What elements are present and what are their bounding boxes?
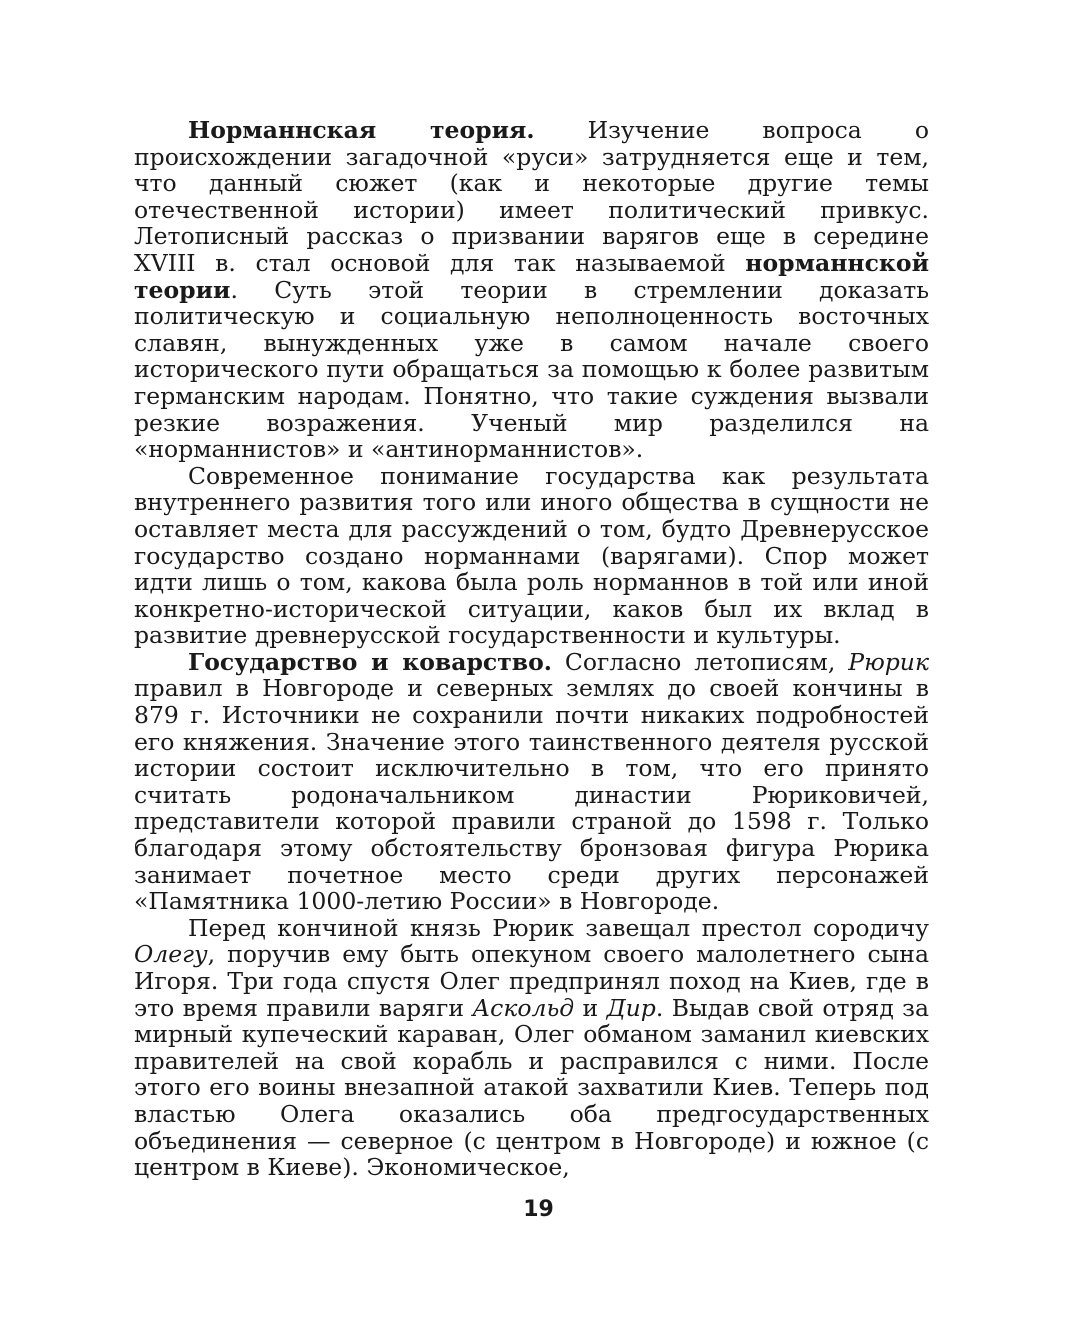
name-askold: Аскольд: [472, 993, 575, 1022]
paragraph-modern-understanding: [134, 463, 929, 649]
body-text: [134, 117, 929, 1181]
text-run: . Суть этой теории в стремлении доказать политическую и социальную неполноценность восточных славян, вынужденных уже в самом начале своего исторического пути обращаться за помощью к более развитым германским народам. Понятно, что такие суждения вызвали резкие возражения. Ученый мир разделился на «норманнистов» и «антинорманнистов».: [134, 275, 929, 464]
name-dir: Дир: [606, 993, 656, 1022]
page-number: 19: [523, 1197, 554, 1222]
term-norman-theory: норманнской теории: [134, 248, 929, 304]
text-run: . Выдав свой отряд за мирный купеческий караван, Олег обманом заманил киевских правителей на свой корабль и расправился с ними. После этого его воины внезапной атакой захватили Киев. Теперь под властью Олега оказались оба предгосударственных объединения — северное (с центром в Новгороде) и южное (с центром в Киеве). Экономическое,: [134, 993, 929, 1182]
text-run: Согласно летописям,: [551, 647, 849, 676]
name-rurik: Рюрик: [848, 647, 929, 676]
text-run: и: [574, 993, 607, 1022]
paragraph-norman-theory: [134, 117, 929, 463]
paragraph-state-and-treachery: [134, 649, 929, 915]
paragraph-oleg: [134, 915, 929, 1181]
text-run: , поручив ему быть опекуном своего малолетнего сына Игоря. Три года спустя Олег предпринял поход на Киев, где в это время правили варяги: [134, 940, 929, 1022]
text-run: Изучение вопроса о происхождении загадочной «руси» затрудняется еще и тем, что данный сюжет (как и некоторые другие темы отечественной истории) имеет политический привкус. Летописный рассказ о призвании варягов еще в середине XVIII в. стал основой для так называемой: [134, 116, 929, 277]
heading-norman-theory: Норманнская теория.: [188, 116, 535, 144]
text-run: правил в Новгороде и северных землях до своей кончины в 879 г. Источники не сохранили почти никаких подробностей его княжения. Значение этого таинственного деятеля русской истории состоит исключительно в том, что его принято считать родоначальником династии Рюриковичей, представители которой правили страной до 1598 г. Только благодаря этому обстоятельству бронзовая фигура Рюрика занимает почетное место среди других персонажей «Памятника 1000-летию России» в Новгороде.: [134, 674, 929, 916]
heading-state-and-treachery: Государство и коварство.: [188, 647, 552, 676]
name-oleg: Олегу: [134, 940, 208, 969]
text-run: Современное понимание государства как результата внутреннего развития того или иного общества в сущности не оставляет места для рассуждений о том, будто Древнерусское государство создано норманнами (варягами). Спор может идти лишь о том, какова была роль норманнов в той или иной конкретно-исторической ситуации, каков был их вклад в развитие древнерусской государственности и культуры.: [134, 461, 929, 650]
text-run: Перед кончиной князь Рюрик завещал престол сородичу: [188, 913, 929, 942]
